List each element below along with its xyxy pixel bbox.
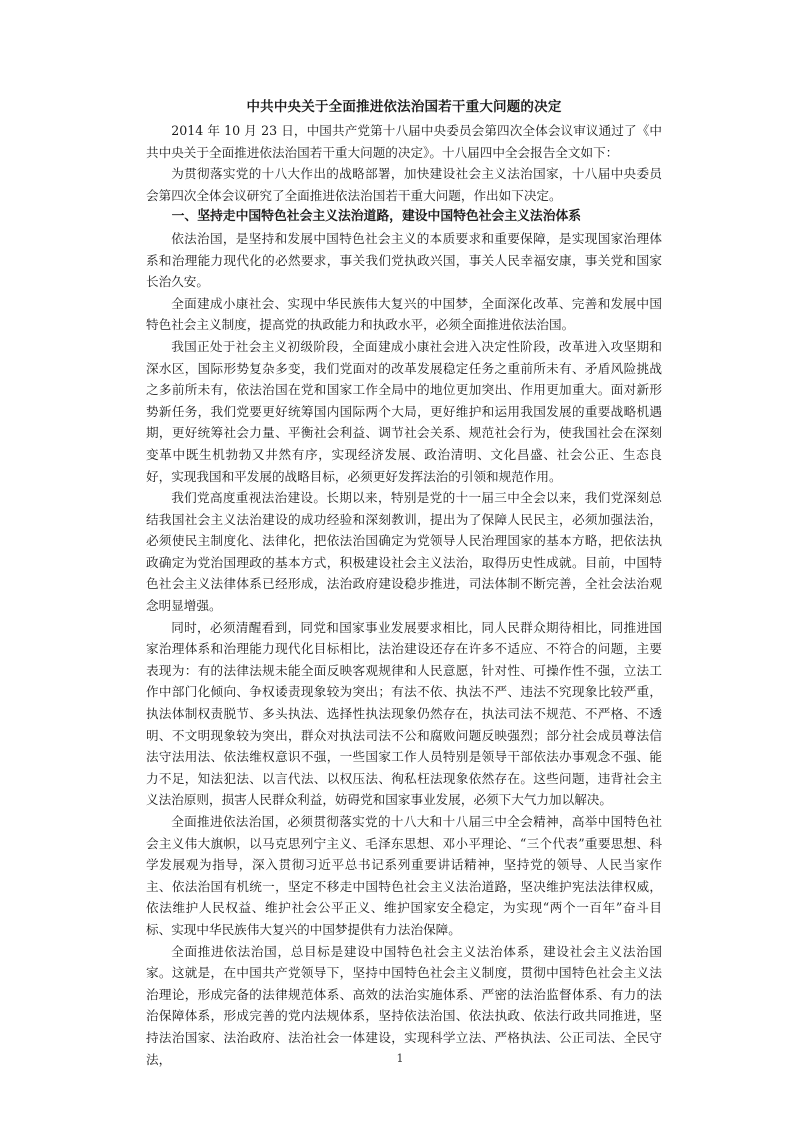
- paragraph-intro: 为贯彻落实党的十八大作出的战略部署，加快建设社会主义法治国家，十八届中央委员会第四次全体会议研究了全面推进依法治国若干重大问题，作出如下决定。: [146, 166, 662, 203]
- paragraph: 我们党高度重视法治建设。长期以来，特别是党的十一届三中全会以来，我们党深刻总结我国社会主义法治建设的成功经验和深刻教训，提出为了保障人民民主，必须加强法治，必须使民主制度化、法律化，把依法治国确定为党领导人民治理国家的基本方略，把依法执政确定为党治国理政的基本方式，积极建设社会主义法治，取得历史性成就。目前，中国特色社会主义法律体系已经形成，法治政府建设稳步推进，司法体制不断完善，全社会法治观念明显增强。: [146, 490, 662, 614]
- section-heading-1: 一、坚持走中国特色社会主义法治道路，建设中国特色社会主义法治体系: [171, 209, 582, 225]
- paragraph: 依法治国，是坚持和发展中国特色社会主义的本质要求和重要保障，是实现国家治理体系和治理能力现代化的必然要求，事关我们党执政兴国，事关人民幸福安康，事关党和国家长治久安。: [146, 230, 662, 290]
- paragraph: 全面推进依法治国，总目标是建设中国特色社会主义法治体系，建设社会主义法治国家。这就是，在中国共产党领导下，坚持中国特色社会主义制度，贯彻中国特色社会主义法治理论，形成完备的法律规范体系、高效的法治实施体系、严密的法治监督体系、有力的法治保障体系，形成完善的党内法规体系，坚持依法治国、依法执政、依法行政共同推进，坚持法治国家、法治政府、法治社会一体建设，实现科学立法、严格执法、公正司法、全民守法，: [146, 943, 662, 1067]
- paragraph: 全面推进依法治国，必须贯彻落实党的十八大和十八届三中全会精神，高举中国特色社会主义伟大旗帜，以马克思列宁主义、毛泽东思想、邓小平理论、“三个代表”重要思想、科学发展观为指导，深入贯彻习近平总书记系列重要讲话精神，坚持党的领导、人民当家作主、依法治国有机统一，坚定不移走中国特色社会主义法治道路，坚决维护宪法法律权威，依法维护人民权益、维护社会公平正义、维护国家安全稳定，为实现“两个一百年”奋斗目标、实现中华民族伟大复兴的中国梦提供有力法治保障。: [146, 814, 662, 937]
- paragraph: 我国正处于社会主义初级阶段，全面建成小康社会进入决定性阶段，改革进入攻坚期和深水区，国际形势复杂多变，我们党面对的改革发展稳定任务之重前所未有、矛盾风险挑战之多前所未有，依法治国在党和国家工作全局中的地位更加突出、作用更加重大。面对新形势新任务，我们党要更好统筹国内国际两个大局，更好维护和运用我国发展的重要战略机遇期，更好统筹社会力量、平衡社会利益、调节社会关系、规范社会行为，使我国社会在深刻变革中既生机勃勃又井然有序，实现经济发展、政治清明、文化昌盛、社会公正、生态良好，实现我国和平发展的战略目标，必须更好发挥法治的引领和规范作用。: [146, 338, 662, 484]
- paragraph: 全面建成小康社会、实现中华民族伟大复兴的中国梦，全面深化改革、完善和发展中国特色社会主义制度，提高党的执政能力和执政水平，必须全面推进依法治国。: [146, 295, 662, 333]
- page-number: 1: [396, 1052, 404, 1065]
- paragraph: 同时，必须清醒看到，同党和国家事业发展要求相比，同人民群众期待相比，同推进国家治理体系和治理能力现代化目标相比，法治建设还存在许多不适应、不符合的问题，主要表现为：有的法律法规未能全面反映客观规律和人民意愿，针对性、可操作性不强，立法工作中部门化倾向、争权诿责现象较为突出；有法不依、执法不严、违法不究现象比较严重，执法体制权责脱节、多头执法、选择性执法现象仍然存在，执法司法不规范、不严格、不透明、不文明现象较为突出，群众对执法司法不公和腐败问题反映强烈；部分社会成员尊法信法守法用法、依法维权意识不强，一些国家工作人员特别是领导干部依法办事观念不强、能力不足，知法犯法、以言代法、以权压法、徇私枉法现象依然存在。这些问题，违背社会主义法治原则，损害人民群众利益，妨碍党和国家事业发展，必须下大气力加以解决。: [146, 619, 662, 808]
- document-title: 中共中央关于全面推进依法治国若干重大问题的决定: [246, 99, 562, 115]
- document-page: [146, 96, 662, 1076]
- paragraph-date: 2014 年 10 月 23 日，中国共产党第十八届中央委员会第四次全体会议审议通过了《中共中央关于全面推进依法治国若干重大问题的决定》。十八届四中全会报告全文如下：: [146, 123, 662, 160]
